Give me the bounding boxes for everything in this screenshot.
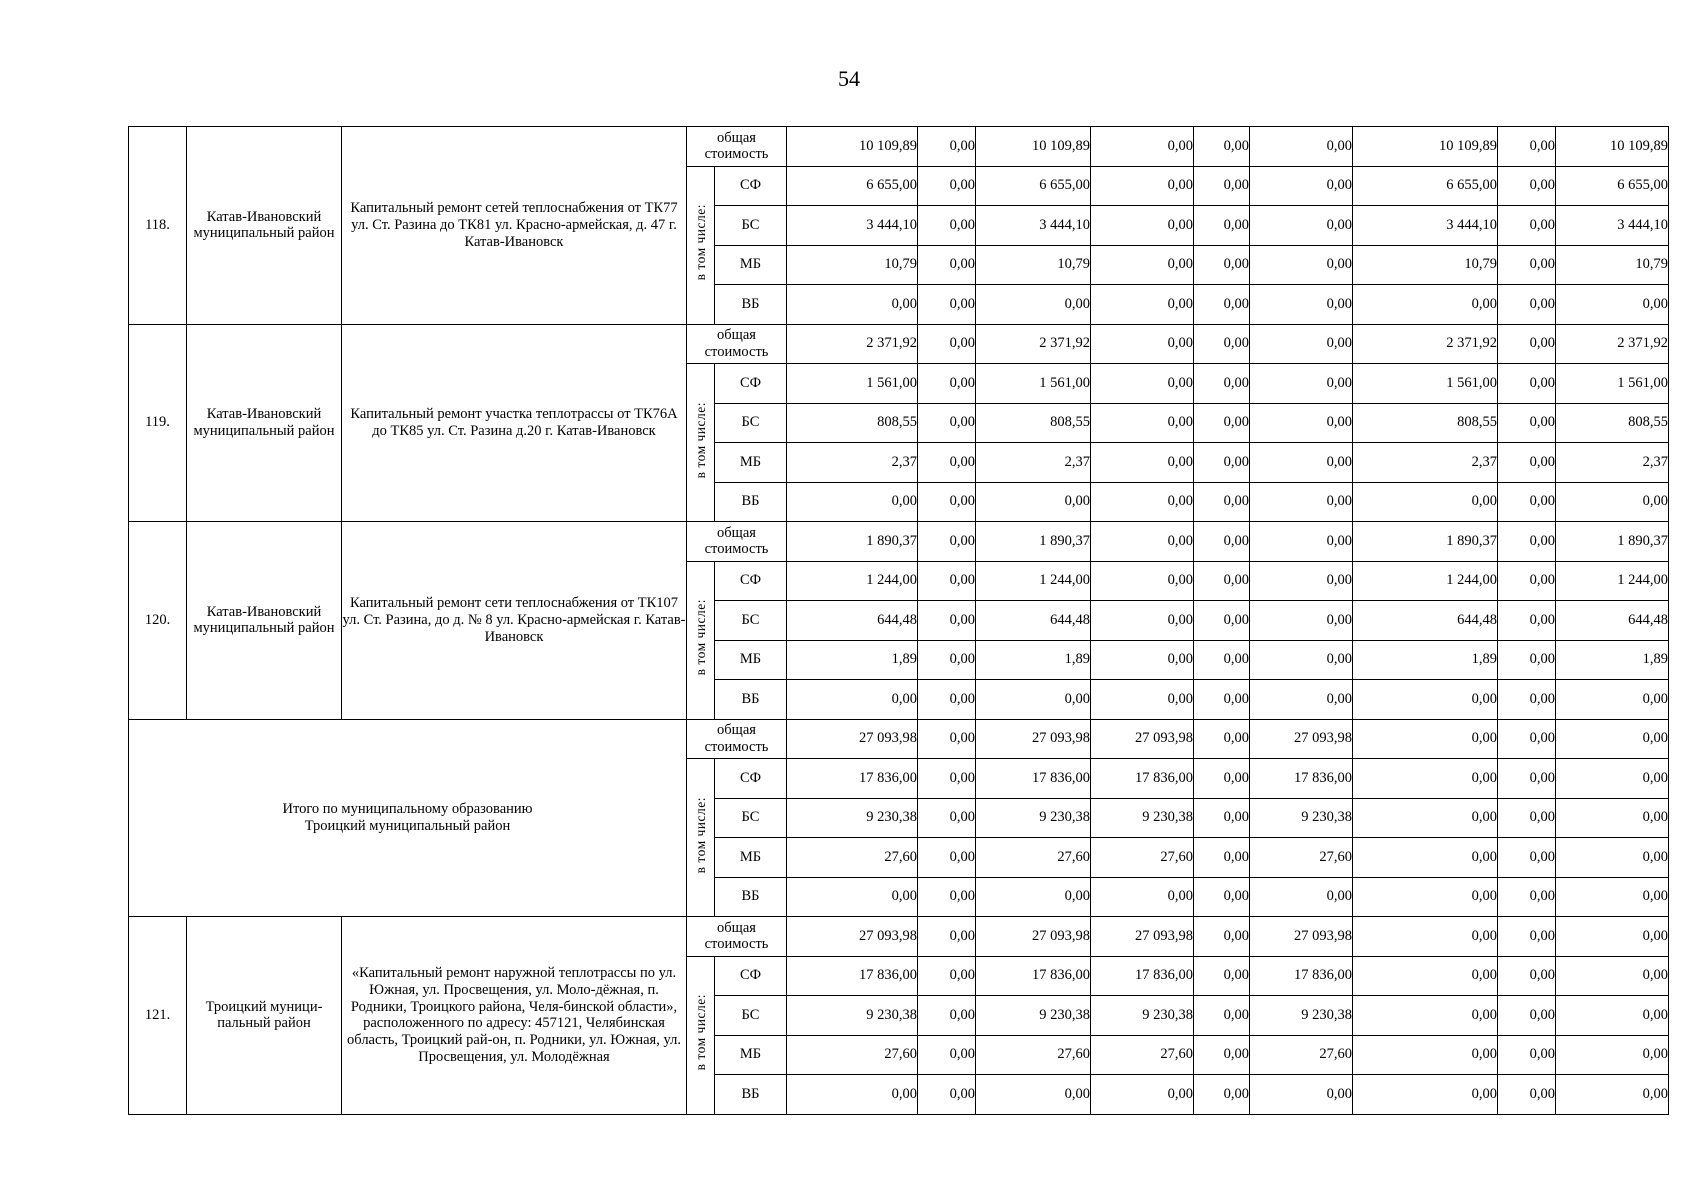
total-cost-label: общая стоимость [687,522,787,562]
value-cell: 0,00 [918,719,976,759]
value-cell: 2,37 [787,443,918,483]
value-cell: 0,00 [1194,285,1250,325]
value-cell: 0,00 [1498,127,1556,167]
value-cell: 1 890,37 [1556,522,1669,562]
value-cell: 1 890,37 [1353,522,1498,562]
value-cell: 0,00 [918,166,976,206]
value-cell: 0,00 [1556,798,1669,838]
municipality-name: Катав-Ивановский муниципальный район [187,324,342,522]
value-cell: 17 836,00 [976,956,1091,996]
value-cell: 0,00 [1194,482,1250,522]
value-cell: 0,00 [1194,166,1250,206]
value-cell: 9 230,38 [1250,798,1353,838]
project-description: Капитальный ремонт сети теплоснабжения от ТК107 ул. Ст. Разина, до д. № 8 ул. Красно-армейская г. Катав-Ивановск [342,522,687,720]
value-cell: 0,00 [1498,877,1556,917]
funding-source-label: БС [715,403,787,443]
value-cell: 27 093,98 [1091,719,1194,759]
value-cell: 0,00 [918,798,976,838]
value-cell: 10 109,89 [1556,127,1669,167]
value-cell: 0,00 [1091,561,1194,601]
funding-source-label: ВБ [715,1075,787,1115]
value-cell: 27,60 [787,838,918,878]
value-cell: 27,60 [1250,1035,1353,1075]
value-cell: 0,00 [1250,877,1353,917]
value-cell: 0,00 [1194,759,1250,799]
value-cell: 0,00 [1091,166,1194,206]
value-cell: 17 836,00 [1091,956,1194,996]
value-cell: 0,00 [1091,601,1194,641]
value-cell: 17 836,00 [1250,759,1353,799]
table-row [129,324,1669,364]
value-cell: 0,00 [1556,285,1669,325]
value-cell: 0,00 [1194,403,1250,443]
value-cell: 0,00 [976,1075,1091,1115]
value-cell: 0,00 [1091,482,1194,522]
value-cell: 0,00 [1250,403,1353,443]
including-label-cell [687,759,715,917]
value-cell: 17 836,00 [1250,956,1353,996]
value-cell: 3 444,10 [1353,206,1498,246]
value-cell: 0,00 [1194,561,1250,601]
funding-source-label: ВБ [715,482,787,522]
value-cell: 0,00 [1498,601,1556,641]
value-cell: 0,00 [976,877,1091,917]
value-cell: 0,00 [1250,1075,1353,1115]
table-row [129,917,1669,957]
value-cell: 1 561,00 [1556,364,1669,404]
value-cell: 0,00 [1194,245,1250,285]
funding-source-label: МБ [715,245,787,285]
municipality-name: Катав-Ивановский муниципальный район [187,522,342,720]
value-cell: 644,48 [976,601,1091,641]
including-label-cell [687,166,715,324]
value-cell: 17 836,00 [1091,759,1194,799]
value-cell: 27,60 [1091,1035,1194,1075]
including-label-cell [687,956,715,1114]
value-cell: 0,00 [1498,245,1556,285]
value-cell: 27 093,98 [1091,917,1194,957]
value-cell: 0,00 [787,1075,918,1115]
value-cell: 0,00 [1194,522,1250,562]
item-number: 118. [129,127,187,325]
value-cell: 10 109,89 [1353,127,1498,167]
value-cell: 0,00 [1556,996,1669,1036]
value-cell: 0,00 [1353,956,1498,996]
value-cell: 0,00 [1556,877,1669,917]
value-cell: 10,79 [1353,245,1498,285]
value-cell: 0,00 [918,680,976,720]
value-cell: 1 561,00 [976,364,1091,404]
value-cell: 0,00 [1250,640,1353,680]
value-cell: 0,00 [918,1035,976,1075]
funding-source-label: ВБ [715,285,787,325]
value-cell: 0,00 [1498,522,1556,562]
value-cell: 0,00 [1091,285,1194,325]
project-description: «Капитальный ремонт наружной теплотрассы по ул. Южная, ул. Просвещения, ул. Моло-дёжная, п. Родники, Троицкого района, Челя-бинской области», расположенного по адресу: 457121, Челябинская область, Троицкий рай-он, п. Родники, ул. Южная, ул. Просвещения, ул. Молодёжная [342,917,687,1115]
project-description: Капитальный ремонт сетей теплоснабжения от ТК77 ул. Ст. Разина до ТК81 ул. Красно-армейская, д. 47 г. Катав-Ивановск [342,127,687,325]
value-cell: 0,00 [1091,522,1194,562]
value-cell: 1 244,00 [787,561,918,601]
value-cell: 0,00 [1194,127,1250,167]
value-cell: 0,00 [787,877,918,917]
table-row [129,127,1669,167]
total-title-line1: Итого по муниципальному образованию [282,801,533,818]
value-cell: 0,00 [1353,285,1498,325]
funding-source-label: ВБ [715,680,787,720]
value-cell: 2 371,92 [1556,324,1669,364]
item-number: 121. [129,917,187,1115]
value-cell: 0,00 [1498,285,1556,325]
value-cell: 0,00 [1556,759,1669,799]
value-cell: 0,00 [1498,719,1556,759]
value-cell: 0,00 [1091,640,1194,680]
value-cell: 0,00 [1498,798,1556,838]
value-cell: 0,00 [1091,443,1194,483]
municipality-name: Катав-Ивановский муниципальный район [187,127,342,325]
funding-source-label: МБ [715,640,787,680]
including-label-cell [687,364,715,522]
value-cell: 0,00 [918,1075,976,1115]
value-cell: 0,00 [918,877,976,917]
value-cell: 1 890,37 [787,522,918,562]
value-cell: 0,00 [1498,561,1556,601]
value-cell: 0,00 [787,680,918,720]
value-cell: 0,00 [1556,838,1669,878]
value-cell: 0,00 [1498,482,1556,522]
value-cell: 0,00 [918,443,976,483]
funding-source-label: МБ [715,838,787,878]
value-cell: 17 836,00 [976,759,1091,799]
value-cell: 0,00 [1353,838,1498,878]
funding-source-label: СФ [715,364,787,404]
value-cell: 0,00 [1194,640,1250,680]
value-cell: 0,00 [1250,482,1353,522]
value-cell: 27,60 [1250,838,1353,878]
value-cell: 0,00 [976,482,1091,522]
value-cell: 1,89 [1353,640,1498,680]
value-cell: 1 244,00 [1556,561,1669,601]
value-cell: 0,00 [1250,285,1353,325]
value-cell: 0,00 [1250,680,1353,720]
value-cell: 0,00 [1498,956,1556,996]
value-cell: 0,00 [918,285,976,325]
value-cell: 0,00 [1353,877,1498,917]
value-cell: 0,00 [1194,877,1250,917]
value-cell: 0,00 [1250,245,1353,285]
value-cell: 0,00 [1194,996,1250,1036]
value-cell: 0,00 [1498,403,1556,443]
value-cell: 0,00 [787,482,918,522]
municipality-name: Троицкий муници-пальный район [187,917,342,1115]
funding-source-label: СФ [715,956,787,996]
value-cell: 1 890,37 [976,522,1091,562]
value-cell: 0,00 [1498,364,1556,404]
value-cell: 0,00 [1091,324,1194,364]
value-cell: 0,00 [918,324,976,364]
value-cell: 0,00 [1091,245,1194,285]
value-cell: 0,00 [918,364,976,404]
funding-source-label: СФ [715,166,787,206]
total-cost-label: общая стоимость [687,324,787,364]
value-cell: 0,00 [918,838,976,878]
value-cell: 27 093,98 [787,719,918,759]
value-cell: 9 230,38 [787,996,918,1036]
value-cell: 9 230,38 [1091,996,1194,1036]
value-cell: 3 444,10 [787,206,918,246]
value-cell: 0,00 [1556,680,1669,720]
value-cell: 27 093,98 [787,917,918,957]
value-cell: 0,00 [1194,1075,1250,1115]
value-cell: 0,00 [918,482,976,522]
value-cell: 9 230,38 [1250,996,1353,1036]
value-cell: 0,00 [918,127,976,167]
including-label: в том числе: [692,599,708,676]
value-cell: 27,60 [976,838,1091,878]
value-cell: 0,00 [1556,719,1669,759]
total-title-line2: Троицкий муниципальный район [304,817,511,834]
value-cell: 808,55 [976,403,1091,443]
value-cell: 9 230,38 [1091,798,1194,838]
value-cell: 1,89 [1556,640,1669,680]
value-cell: 0,00 [1353,719,1498,759]
value-cell: 0,00 [787,285,918,325]
total-label-cell [129,719,687,917]
value-cell: 0,00 [1498,206,1556,246]
including-label: в том числе: [692,204,708,281]
value-cell: 0,00 [976,680,1091,720]
value-cell: 0,00 [1250,127,1353,167]
value-cell: 0,00 [1091,680,1194,720]
value-cell: 2 371,92 [787,324,918,364]
value-cell: 0,00 [918,206,976,246]
value-cell: 17 836,00 [787,759,918,799]
value-cell: 0,00 [1353,917,1498,957]
value-cell: 644,48 [1556,601,1669,641]
value-cell: 0,00 [918,996,976,1036]
value-cell: 0,00 [1353,482,1498,522]
project-description: Капитальный ремонт участка теплотрассы от ТК76А до ТК85 ул. Ст. Разина д.20 г. Катав-Ивановск [342,324,687,522]
value-cell: 0,00 [1194,956,1250,996]
value-cell: 0,00 [1498,1075,1556,1115]
value-cell: 0,00 [1250,364,1353,404]
value-cell: 0,00 [1091,877,1194,917]
including-label-cell [687,561,715,719]
value-cell: 0,00 [1498,996,1556,1036]
total-cost-label: общая стоимость [687,127,787,167]
value-cell: 9 230,38 [787,798,918,838]
value-cell: 0,00 [1194,443,1250,483]
value-cell: 27,60 [1091,838,1194,878]
value-cell: 6 655,00 [976,166,1091,206]
value-cell: 10,79 [976,245,1091,285]
value-cell: 0,00 [1250,561,1353,601]
table-row [129,719,1669,759]
funding-source-label: МБ [715,443,787,483]
value-cell: 0,00 [1194,719,1250,759]
value-cell: 0,00 [1498,838,1556,878]
value-cell: 0,00 [918,403,976,443]
value-cell: 0,00 [1498,1035,1556,1075]
value-cell: 0,00 [1250,206,1353,246]
value-cell: 27 093,98 [1250,719,1353,759]
funding-source-label: СФ [715,759,787,799]
value-cell: 0,00 [1498,680,1556,720]
funding-table [128,126,1669,1115]
value-cell: 0,00 [918,640,976,680]
value-cell: 6 655,00 [787,166,918,206]
value-cell: 0,00 [1194,1035,1250,1075]
value-cell: 2 371,92 [976,324,1091,364]
value-cell: 9 230,38 [976,798,1091,838]
value-cell: 0,00 [1498,759,1556,799]
including-label: в том числе: [692,994,708,1071]
value-cell: 0,00 [1250,601,1353,641]
value-cell: 808,55 [1353,403,1498,443]
value-cell: 17 836,00 [787,956,918,996]
value-cell: 27 093,98 [1250,917,1353,957]
funding-source-label: МБ [715,1035,787,1075]
value-cell: 0,00 [1353,1035,1498,1075]
value-cell: 27,60 [976,1035,1091,1075]
value-cell: 0,00 [1091,1075,1194,1115]
value-cell: 27 093,98 [976,719,1091,759]
value-cell: 0,00 [1194,680,1250,720]
value-cell: 808,55 [787,403,918,443]
value-cell: 0,00 [1556,482,1669,522]
value-cell: 0,00 [1091,206,1194,246]
value-cell: 3 444,10 [1556,206,1669,246]
funding-source-label: ВБ [715,877,787,917]
value-cell: 0,00 [1091,403,1194,443]
page-number: 54 [838,66,860,91]
item-number: 119. [129,324,187,522]
value-cell: 0,00 [1194,917,1250,957]
value-cell: 0,00 [1194,206,1250,246]
value-cell: 0,00 [1556,956,1669,996]
value-cell: 10,79 [1556,245,1669,285]
value-cell: 1 561,00 [1353,364,1498,404]
value-cell: 1,89 [787,640,918,680]
value-cell: 3 444,10 [976,206,1091,246]
value-cell: 0,00 [1194,798,1250,838]
funding-source-label: БС [715,798,787,838]
total-cost-label: общая стоимость [687,917,787,957]
value-cell: 0,00 [1250,166,1353,206]
value-cell: 0,00 [1498,324,1556,364]
value-cell: 10 109,89 [787,127,918,167]
value-cell: 6 655,00 [1556,166,1669,206]
total-cost-label: общая стоимость [687,719,787,759]
value-cell: 9 230,38 [976,996,1091,1036]
value-cell: 0,00 [918,561,976,601]
value-cell: 808,55 [1556,403,1669,443]
value-cell: 0,00 [1194,364,1250,404]
value-cell: 0,00 [1498,166,1556,206]
value-cell: 1 244,00 [976,561,1091,601]
value-cell: 0,00 [1498,443,1556,483]
value-cell: 0,00 [1498,917,1556,957]
value-cell: 0,00 [918,956,976,996]
value-cell: 1 561,00 [787,364,918,404]
value-cell: 2,37 [976,443,1091,483]
value-cell: 2,37 [1353,443,1498,483]
table-row [129,522,1669,562]
funding-source-label: БС [715,601,787,641]
funding-source-label: СФ [715,561,787,601]
value-cell: 27 093,98 [976,917,1091,957]
value-cell: 0,00 [1194,601,1250,641]
value-cell: 0,00 [976,285,1091,325]
value-cell: 0,00 [1194,324,1250,364]
value-cell: 0,00 [1194,838,1250,878]
value-cell: 2,37 [1556,443,1669,483]
value-cell: 0,00 [1556,917,1669,957]
value-cell: 0,00 [1353,798,1498,838]
value-cell: 1 244,00 [1353,561,1498,601]
value-cell: 0,00 [1353,1075,1498,1115]
value-cell: 27,60 [787,1035,918,1075]
including-label: в том числе: [692,401,708,479]
value-cell: 10,79 [787,245,918,285]
value-cell: 0,00 [918,245,976,285]
including-label: в том числе: [692,796,708,874]
funding-source-label: БС [715,206,787,246]
value-cell: 0,00 [1353,996,1498,1036]
value-cell: 0,00 [1556,1035,1669,1075]
value-cell: 644,48 [787,601,918,641]
value-cell: 0,00 [1353,680,1498,720]
value-cell: 0,00 [918,759,976,799]
value-cell: 0,00 [1250,522,1353,562]
value-cell: 0,00 [918,522,976,562]
value-cell: 0,00 [918,601,976,641]
value-cell: 0,00 [1353,759,1498,799]
value-cell: 1,89 [976,640,1091,680]
item-number: 120. [129,522,187,720]
value-cell: 0,00 [1250,324,1353,364]
value-cell: 0,00 [1091,364,1194,404]
value-cell: 6 655,00 [1353,166,1498,206]
funding-source-label: БС [715,996,787,1036]
value-cell: 0,00 [1556,1075,1669,1115]
value-cell: 0,00 [1250,443,1353,483]
value-cell: 0,00 [1498,640,1556,680]
value-cell: 10 109,89 [976,127,1091,167]
value-cell: 0,00 [918,917,976,957]
value-cell: 644,48 [1353,601,1498,641]
value-cell: 0,00 [1091,127,1194,167]
value-cell: 2 371,92 [1353,324,1498,364]
